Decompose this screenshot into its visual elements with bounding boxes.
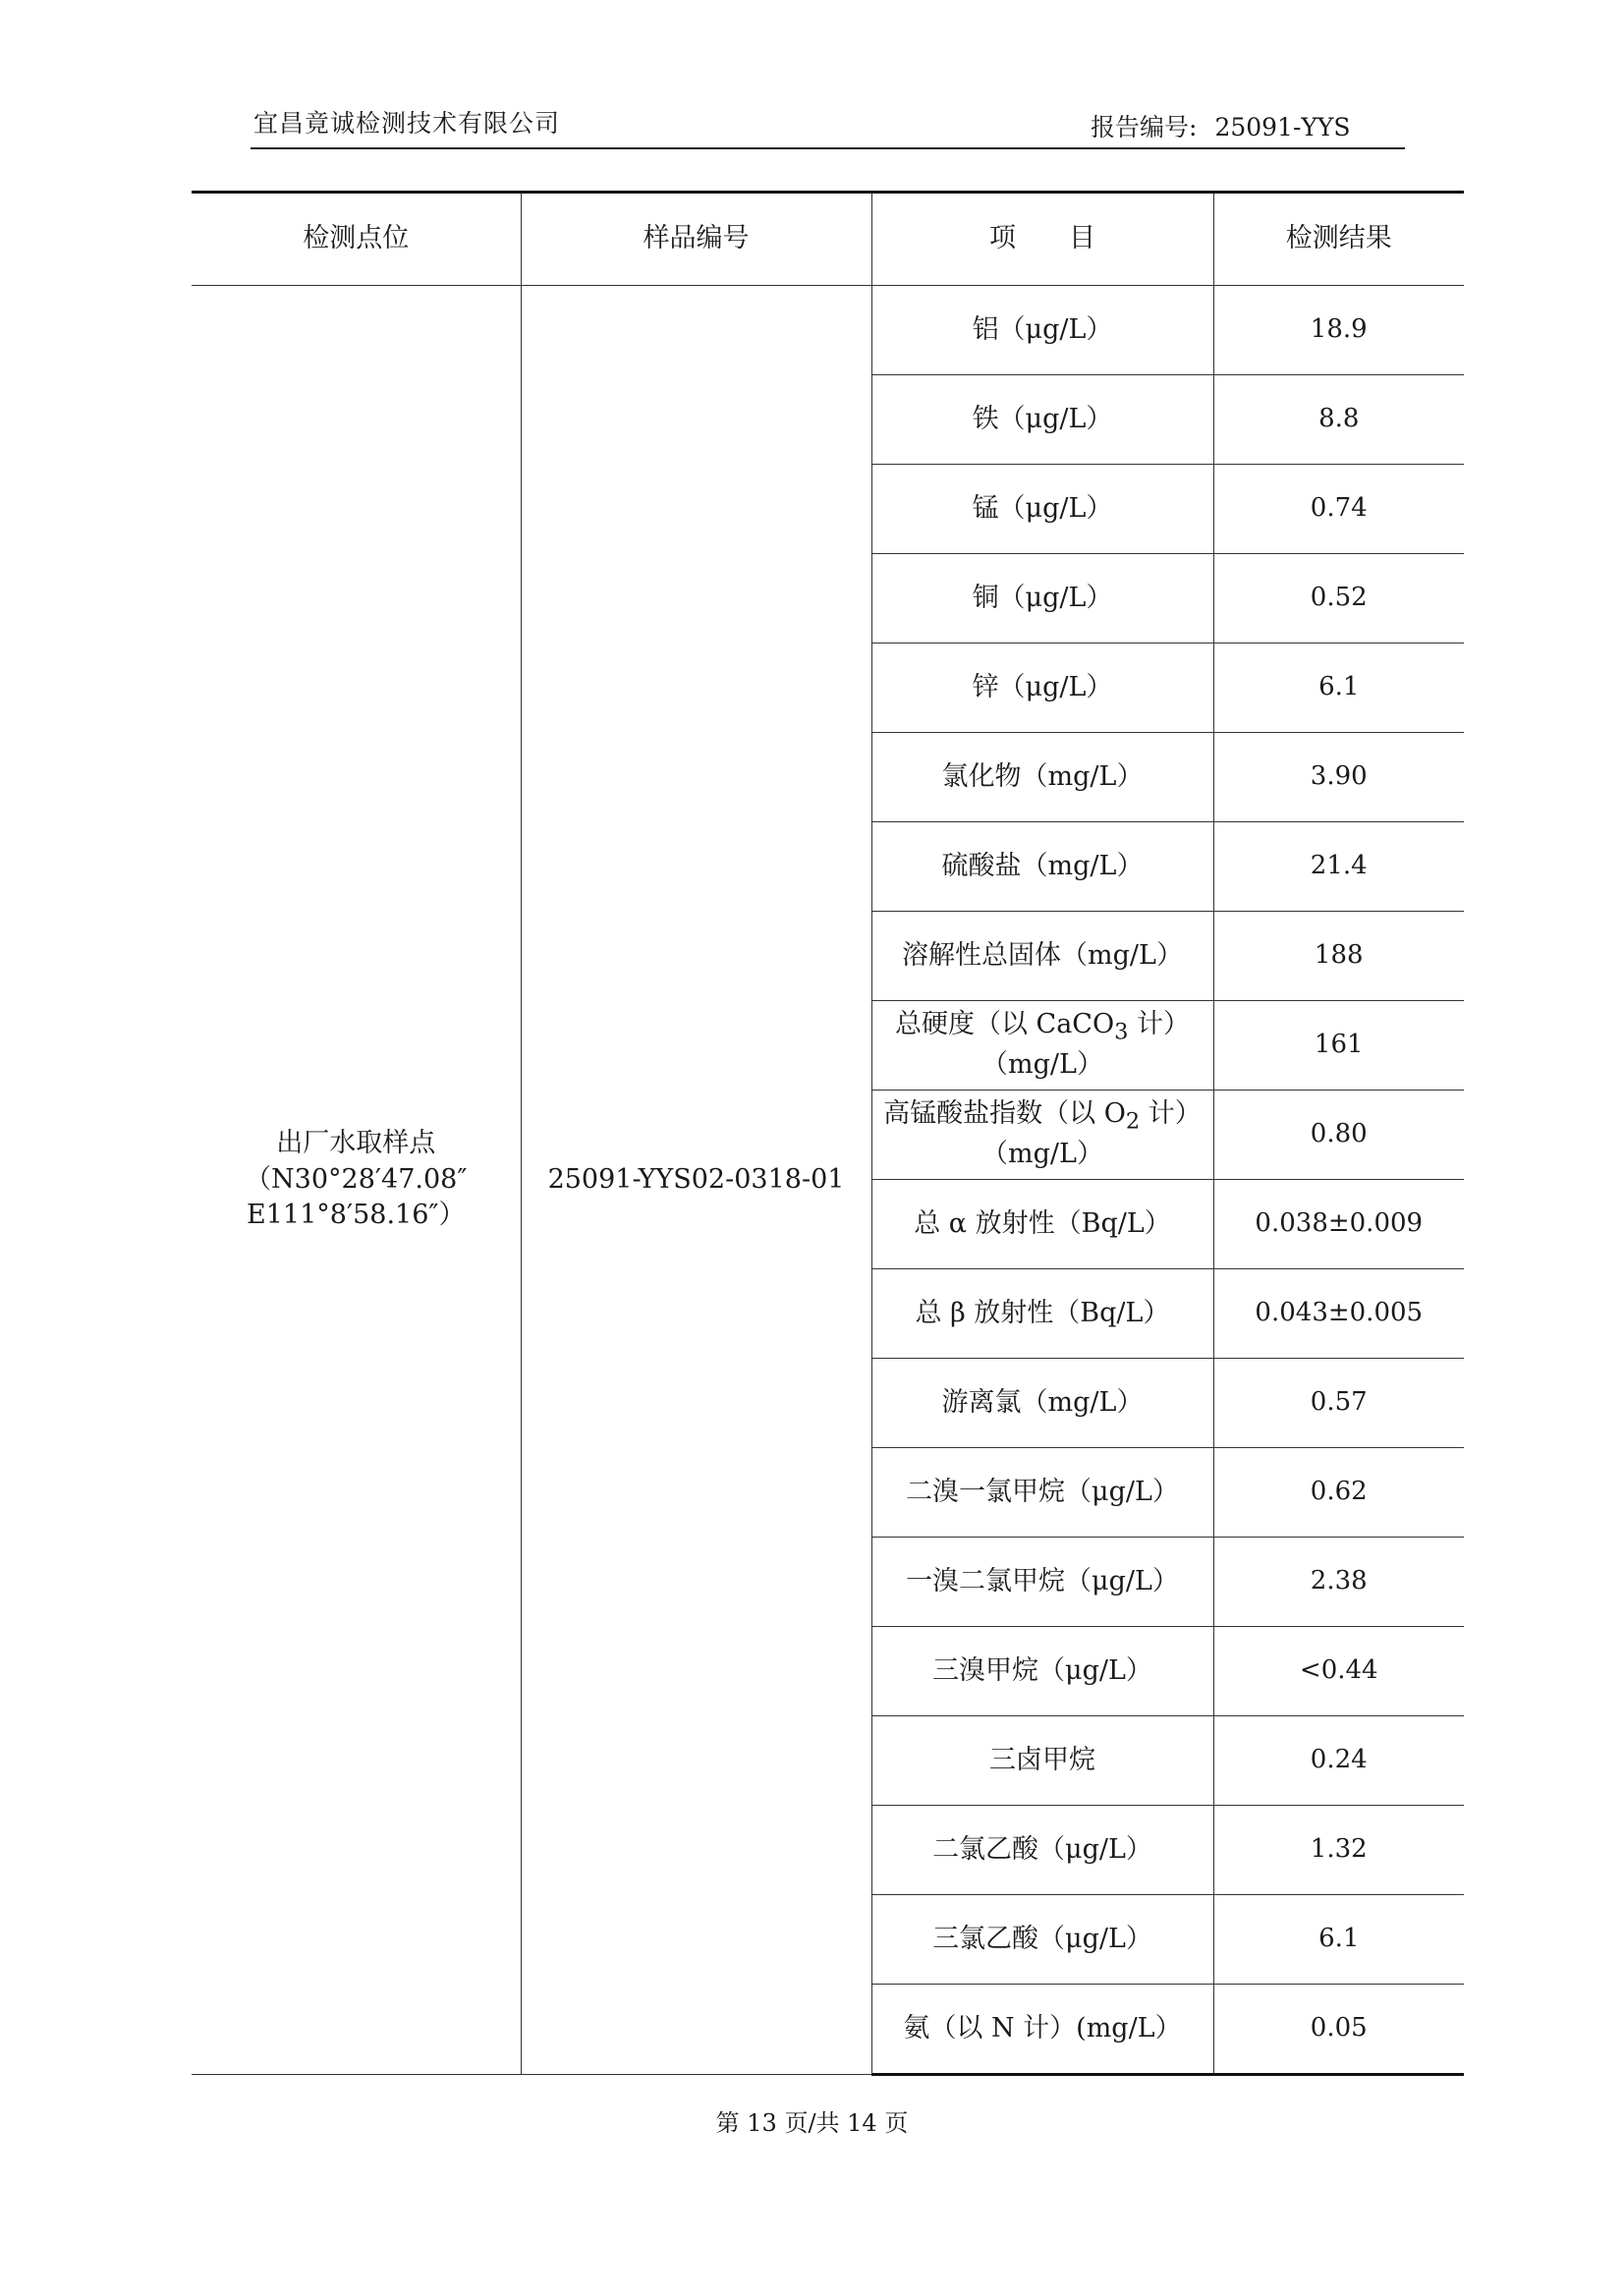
page-number: 第 13 页/共 14 页 xyxy=(715,2109,909,2137)
item-cell: 游离氯（mg/L） xyxy=(871,1359,1213,1448)
item-text: 高锰酸盐指数（以 O xyxy=(883,1098,1126,1130)
result-cell: 188 xyxy=(1213,912,1464,1001)
header-divider xyxy=(251,147,1405,149)
item-cell: 硫酸盐（mg/L） xyxy=(871,822,1213,912)
result-cell: <0.44 xyxy=(1213,1627,1464,1716)
item-line xyxy=(876,1096,1209,1137)
item-subscript: 2 xyxy=(1125,1108,1141,1135)
item-cell: 氨（以 N 计）(mg/L） xyxy=(871,1985,1213,2075)
result-cell: 3.90 xyxy=(1213,733,1464,822)
results-table xyxy=(192,191,1464,2076)
site-name: 出厂水取样点 xyxy=(276,1128,436,1159)
result-cell: 8.8 xyxy=(1213,375,1464,465)
site-longitude: E111°8′58.16″） xyxy=(247,1200,466,1231)
item-cell: 锰（μg/L） xyxy=(871,465,1213,554)
item-cell: 二溴一氯甲烷（μg/L） xyxy=(871,1448,1213,1538)
item-cell: 氯化物（mg/L） xyxy=(871,733,1213,822)
result-cell: 18.9 xyxy=(1213,286,1464,375)
site-cell xyxy=(192,286,521,2075)
result-cell: 0.74 xyxy=(1213,465,1464,554)
item-unit: （mg/L） xyxy=(981,1049,1103,1081)
col-header-site: 检测点位 xyxy=(192,193,521,286)
report-number-value: 25091-YYS xyxy=(1214,113,1351,141)
item-text: 计） xyxy=(1140,1098,1202,1130)
item-text: 计） xyxy=(1128,1009,1191,1040)
result-cell: 161 xyxy=(1213,1001,1464,1091)
result-cell: 0.52 xyxy=(1213,554,1464,644)
table-header-row xyxy=(192,193,1464,286)
item-cell xyxy=(871,1091,1213,1180)
result-cell: 0.038±0.009 xyxy=(1213,1180,1464,1269)
item-cell: 一溴二氯甲烷（μg/L） xyxy=(871,1538,1213,1627)
result-cell: 0.24 xyxy=(1213,1716,1464,1806)
col-header-sample-no: 样品编号 xyxy=(521,193,871,286)
result-cell: 2.38 xyxy=(1213,1538,1464,1627)
sample-number-cell: 25091-YYS02-0318-01 xyxy=(521,286,871,2075)
site-latitude: （N30°28′47.08″ xyxy=(245,1163,468,1195)
col-header-item: 项 目 xyxy=(871,193,1213,286)
item-line xyxy=(876,1007,1209,1047)
item-cell: 三卤甲烷 xyxy=(871,1716,1213,1806)
result-cell: 6.1 xyxy=(1213,1895,1464,1985)
item-cell xyxy=(871,1001,1213,1091)
result-cell: 0.62 xyxy=(1213,1448,1464,1538)
item-subscript: 3 xyxy=(1114,1019,1129,1045)
result-cell: 1.32 xyxy=(1213,1806,1464,1895)
item-text: 总硬度（以 CaCO xyxy=(894,1009,1115,1040)
item-cell: 三溴甲烷（μg/L） xyxy=(871,1627,1213,1716)
item-cell: 二氯乙酸（μg/L） xyxy=(871,1806,1213,1895)
item-unit: （mg/L） xyxy=(981,1139,1103,1170)
item-cell: 锌（μg/L） xyxy=(871,644,1213,733)
report-number xyxy=(1091,108,1351,143)
company-name: 宜昌竟诚检测技术有限公司 xyxy=(253,109,561,138)
result-cell: 0.05 xyxy=(1213,1985,1464,2075)
item-cell: 铝（μg/L） xyxy=(871,286,1213,375)
item-cell: 铁（μg/L） xyxy=(871,375,1213,465)
item-cell: 总 α 放射性（Bq/L） xyxy=(871,1180,1213,1269)
item-cell: 三氯乙酸（μg/L） xyxy=(871,1895,1213,1985)
result-cell: 0.80 xyxy=(1213,1091,1464,1180)
result-cell: 0.043±0.005 xyxy=(1213,1269,1464,1359)
result-cell: 0.57 xyxy=(1213,1359,1464,1448)
table-row xyxy=(192,286,1464,375)
item-cell: 溶解性总固体（mg/L） xyxy=(871,912,1213,1001)
item-cell: 铜（μg/L） xyxy=(871,554,1213,644)
result-cell: 6.1 xyxy=(1213,644,1464,733)
report-number-label: 报告编号: xyxy=(1091,113,1198,141)
col-header-result: 检测结果 xyxy=(1213,193,1464,286)
item-cell: 总 β 放射性（Bq/L） xyxy=(871,1269,1213,1359)
result-cell: 21.4 xyxy=(1213,822,1464,912)
